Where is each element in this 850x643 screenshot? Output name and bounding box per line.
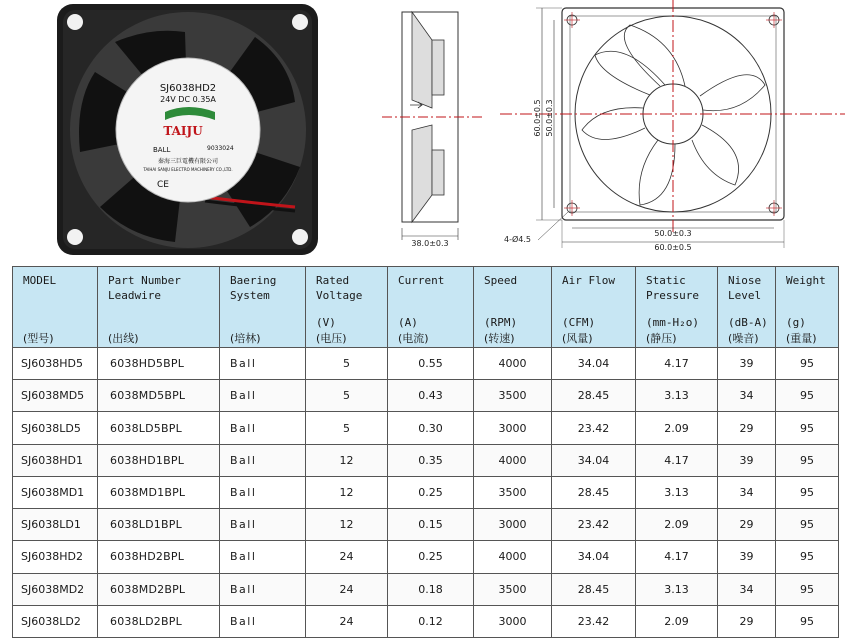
table-cell: 4.17 xyxy=(636,541,718,573)
table-cell: 0.35 xyxy=(388,444,474,476)
table-cell: 3000 xyxy=(474,605,552,637)
mounting-holes-dim: 4-Ø4.5 xyxy=(504,235,531,244)
table-cell: 12 xyxy=(306,444,388,476)
table-cell: SJ6038MD5 xyxy=(13,380,98,412)
brand-name: TAIJU xyxy=(163,124,203,138)
table-cell: 2.09 xyxy=(636,605,718,637)
table-cell: 0.15 xyxy=(388,509,474,541)
column-header-unit: (V) xyxy=(316,316,336,329)
table-row xyxy=(13,509,839,541)
table-cell: 3000 xyxy=(474,412,552,444)
table-cell: 95 xyxy=(776,573,839,605)
table-cell: 12 xyxy=(306,509,388,541)
column-header-label: Static Pressure xyxy=(646,274,699,302)
width-outer-dim: 60.0±0.5 xyxy=(654,243,692,252)
table-cell: 34 xyxy=(718,380,776,412)
table-cell: 6038HD1BPL xyxy=(98,444,220,476)
table-row xyxy=(13,444,839,476)
table-cell: 6038MD5BPL xyxy=(98,380,220,412)
table-cell: SJ6038MD1 xyxy=(13,476,98,508)
column-header-cn: (电流) xyxy=(398,332,429,345)
table-cell: 34 xyxy=(718,573,776,605)
maker-cn: 秦海三巨電機有限公司 xyxy=(157,158,219,165)
table-cell: 39 xyxy=(718,444,776,476)
column-header-label: Speed xyxy=(484,274,518,287)
table-cell: 24 xyxy=(306,605,388,637)
column-header-cn: (培林) xyxy=(230,332,261,345)
maker-en: TAIHAI SANJU ELECTRO MACHINERY CO.,LTD. xyxy=(143,167,233,172)
table-cell: 39 xyxy=(718,541,776,573)
column-header-label: Part Number Leadwire xyxy=(108,274,181,302)
table-cell: Ball xyxy=(220,476,306,508)
side-width-dim: 38.0±0.3 xyxy=(411,239,449,248)
table-cell: 6038MD2BPL xyxy=(98,573,220,605)
table-row xyxy=(13,348,839,380)
table-cell: 4.17 xyxy=(636,444,718,476)
column-header-cn: (转速) xyxy=(484,332,515,345)
table-cell: SJ6038LD2 xyxy=(13,605,98,637)
column-header-cn: (风量) xyxy=(562,332,593,345)
table-cell: 95 xyxy=(776,412,839,444)
column-header-unit: (A) xyxy=(398,316,418,329)
table-cell: 34.04 xyxy=(552,444,636,476)
table-cell: SJ6038MD2 xyxy=(13,573,98,605)
table-cell: 3.13 xyxy=(636,573,718,605)
column-header-label: Niose Level xyxy=(728,274,762,302)
table-cell: SJ6038LD1 xyxy=(13,509,98,541)
table-cell: 2.09 xyxy=(636,412,718,444)
table-cell: 23.42 xyxy=(552,509,636,541)
table-cell: 3500 xyxy=(474,476,552,508)
table-cell: 6038HD2BPL xyxy=(98,541,220,573)
table-cell: 3.13 xyxy=(636,380,718,412)
column-header-unit: (CFM) xyxy=(562,316,596,329)
table-cell: Ball xyxy=(220,348,306,380)
table-cell: 3500 xyxy=(474,573,552,605)
column-header-cn: (静压) xyxy=(646,332,677,345)
column-header-label: Rated Voltage xyxy=(316,274,363,302)
label-model: SJ6038HD2 xyxy=(159,83,217,94)
table-cell: 12 xyxy=(306,476,388,508)
table-cell: 6038LD1BPL xyxy=(98,509,220,541)
column-header-unit: (g) xyxy=(786,316,806,329)
table-row xyxy=(13,605,839,637)
bearing-label: BALL xyxy=(153,146,171,154)
table-cell: 95 xyxy=(776,348,839,380)
table-cell: SJ6038HD1 xyxy=(13,444,98,476)
spec-table xyxy=(12,266,839,638)
table-row xyxy=(13,541,839,573)
table-cell: 29 xyxy=(718,509,776,541)
table-cell: 0.25 xyxy=(388,476,474,508)
fan-photo xyxy=(55,2,320,257)
table-cell: 0.12 xyxy=(388,605,474,637)
table-cell: 4000 xyxy=(474,348,552,380)
table-cell: 0.43 xyxy=(388,380,474,412)
table-header-row xyxy=(13,267,839,348)
column-header xyxy=(718,267,776,348)
table-cell: 28.45 xyxy=(552,476,636,508)
table-cell: 95 xyxy=(776,476,839,508)
table-cell: 23.42 xyxy=(552,412,636,444)
column-header xyxy=(776,267,839,348)
table-cell: 29 xyxy=(718,412,776,444)
table-row xyxy=(13,573,839,605)
column-header xyxy=(306,267,388,348)
table-cell: 6038LD2BPL xyxy=(98,605,220,637)
table-cell: 24 xyxy=(306,541,388,573)
table-cell: 29 xyxy=(718,605,776,637)
table-cell: 4000 xyxy=(474,541,552,573)
table-cell: Ball xyxy=(220,412,306,444)
height-inner-dim: 50.0±0.3 xyxy=(545,99,554,137)
table-cell: 5 xyxy=(306,412,388,444)
table-row xyxy=(13,412,839,444)
column-header-cn: (重量) xyxy=(786,332,817,345)
ce-mark: CE xyxy=(157,180,169,190)
label-rating: 24V DC 0.35A xyxy=(160,95,216,104)
column-header xyxy=(98,267,220,348)
table-cell: 3.13 xyxy=(636,476,718,508)
table-cell: 95 xyxy=(776,444,839,476)
table-cell: 23.42 xyxy=(552,605,636,637)
table-cell: 5 xyxy=(306,348,388,380)
table-cell: 0.55 xyxy=(388,348,474,380)
column-header-label: MODEL xyxy=(23,274,57,287)
column-header-label: Weight xyxy=(786,274,826,287)
table-row xyxy=(13,476,839,508)
table-body xyxy=(13,348,839,638)
column-header-unit: (RPM) xyxy=(484,316,518,329)
table-cell: 34.04 xyxy=(552,541,636,573)
table-cell: 6038MD1BPL xyxy=(98,476,220,508)
side-view-drawing xyxy=(382,0,482,255)
column-header-unit: (mm-H₂o) xyxy=(646,316,699,329)
table-cell: 24 xyxy=(306,573,388,605)
table-cell: Ball xyxy=(220,541,306,573)
table-cell: 34 xyxy=(718,476,776,508)
table-cell: SJ6038LD5 xyxy=(13,412,98,444)
column-header-label: Current xyxy=(398,274,445,287)
table-cell: 95 xyxy=(776,380,839,412)
table-cell: Ball xyxy=(220,444,306,476)
front-view-drawing xyxy=(500,0,845,255)
table-cell: 28.45 xyxy=(552,573,636,605)
column-header xyxy=(552,267,636,348)
column-header-cn: (噪音) xyxy=(728,332,759,345)
table-cell: 3000 xyxy=(474,509,552,541)
table-cell: 0.18 xyxy=(388,573,474,605)
table-cell: 5 xyxy=(306,380,388,412)
table-cell: SJ6038HD2 xyxy=(13,541,98,573)
table-cell: 95 xyxy=(776,541,839,573)
table-cell: 4000 xyxy=(474,444,552,476)
column-header-cn: (型号) xyxy=(23,332,54,345)
table-cell: 95 xyxy=(776,509,839,541)
table-cell: 28.45 xyxy=(552,380,636,412)
table-cell: Ball xyxy=(220,380,306,412)
width-inner-dim: 50.0±0.3 xyxy=(654,229,692,238)
table-cell: 0.30 xyxy=(388,412,474,444)
column-header xyxy=(13,267,98,348)
column-header-cn: (出线) xyxy=(108,332,139,345)
column-header-unit: (dB-A) xyxy=(728,316,768,329)
column-header xyxy=(220,267,306,348)
table-cell: 6038LD5BPL xyxy=(98,412,220,444)
column-header-label: Baering System xyxy=(230,274,277,302)
table-cell: Ball xyxy=(220,509,306,541)
product-figures xyxy=(0,0,850,265)
table-cell: 2.09 xyxy=(636,509,718,541)
table-row xyxy=(13,380,839,412)
table-cell: SJ6038HD5 xyxy=(13,348,98,380)
table-cell: Ball xyxy=(220,573,306,605)
table-cell: 39 xyxy=(718,348,776,380)
table-cell: 95 xyxy=(776,605,839,637)
table-cell: 34.04 xyxy=(552,348,636,380)
column-header-cn: (电压) xyxy=(316,332,347,345)
table-cell: 0.25 xyxy=(388,541,474,573)
column-header-label: Air Flow xyxy=(562,274,615,287)
table-cell: Ball xyxy=(220,605,306,637)
column-header xyxy=(388,267,474,348)
column-header xyxy=(474,267,552,348)
table-cell: 6038HD5BPL xyxy=(98,348,220,380)
height-outer-dim: 60.0±0.5 xyxy=(533,99,542,137)
table-cell: 3500 xyxy=(474,380,552,412)
column-header xyxy=(636,267,718,348)
serial-number: 9033024 xyxy=(207,145,234,152)
table-cell: 4.17 xyxy=(636,348,718,380)
